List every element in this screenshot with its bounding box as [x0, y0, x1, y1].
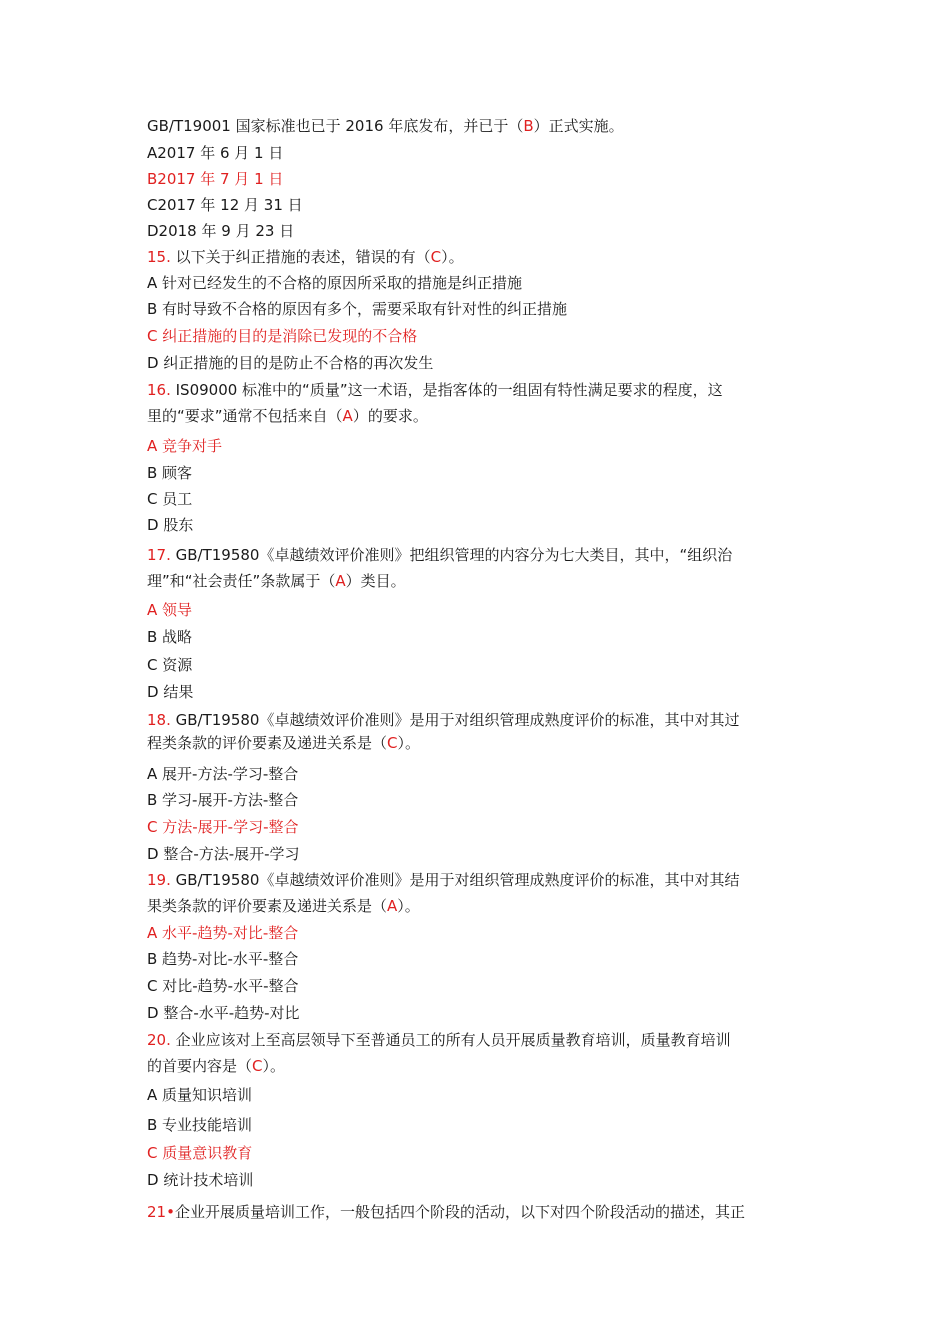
- option-correct: A 领导: [147, 601, 193, 619]
- option: D 结果: [147, 683, 194, 701]
- option: B 顾客: [147, 464, 193, 482]
- question-19: 19. GB/T19580《卓越绩效评价准则》是用于对组织管理成熟度评价的标准，其中对其结: [147, 871, 740, 889]
- question-18-line-2: 程类条款的评价要素及递进关系是（C）。: [147, 734, 421, 752]
- question-16: 16. IS09000 标准中的“质量”这一术语，是指客体的一组固有特性满足要求的程度，这: [147, 381, 723, 399]
- option: D 股东: [147, 516, 194, 534]
- answer-letter: B: [523, 117, 534, 135]
- option: A 针对已经发生的不合格的原因所采取的措施是纠正措施: [147, 274, 523, 292]
- question-20: 20. 企业应该对上至高层领导下至普通员工的所有人员开展质量教育培训，质量教育培训: [147, 1031, 731, 1049]
- question-17-line-2: 理”和“社会责任”条款属于（A）类目。: [147, 572, 406, 590]
- option: D 整合-水平-趋势-对比: [147, 1004, 300, 1022]
- question-21: 21•企业开展质量培训工作，一般包括四个阶段的活动，以下对四个阶段活动的描述，其正: [147, 1203, 745, 1221]
- question-number: 15.: [147, 248, 171, 266]
- option: C 员工: [147, 490, 193, 508]
- option-correct: B2017 年 7 月 1 日: [147, 170, 284, 188]
- answer-letter: C: [387, 734, 398, 752]
- option: B 趋势-对比-水平-整合: [147, 950, 299, 968]
- question-19-line-2: 果类条款的评价要素及递进关系是（A）。: [147, 897, 420, 915]
- answer-letter: A: [335, 572, 346, 590]
- question-20-line-2: 的首要内容是（C）。: [147, 1057, 286, 1075]
- question-17: 17. GB/T19580《卓越绩效评价准则》把组织管理的内容分为七大类目，其中，“组织治: [147, 546, 733, 564]
- option-correct: C 质量意识教育: [147, 1144, 253, 1162]
- question-intro: GB/T19001 国家标准也已于 2016 年底发布，并已于（B）正式实施。: [147, 117, 624, 135]
- option: A2017 年 6 月 1 日: [147, 144, 284, 162]
- option: D2018 年 9 月 23 日: [147, 222, 295, 240]
- question-15: 15. 以下关于纠正措施的表述，错误的有（C）。: [147, 248, 464, 266]
- answer-letter: C: [252, 1057, 263, 1075]
- question-16-line-2: 里的“要求”通常不包括来自（A）的要求。: [147, 407, 428, 425]
- question-number: 21•: [147, 1203, 175, 1221]
- option: B 专业技能培训: [147, 1116, 253, 1134]
- option-correct: A 水平-趋势-对比-整合: [147, 924, 299, 942]
- answer-letter: C: [430, 248, 442, 266]
- option-correct: C 纠正措施的目的是消除已发现的不合格: [147, 327, 418, 345]
- option: D 整合-方法-展开-学习: [147, 845, 300, 863]
- question-18: 18. GB/T19580《卓越绩效评价准则》是用于对组织管理成熟度评价的标准，其中对其过: [147, 711, 740, 729]
- option: C2017 年 12 月 31 日: [147, 196, 303, 214]
- question-number: 16.: [147, 381, 171, 399]
- question-number: 20.: [147, 1031, 171, 1049]
- option: B 战略: [147, 628, 193, 646]
- option: A 质量知识培训: [147, 1086, 253, 1104]
- option-correct: A 竞争对手: [147, 437, 223, 455]
- option: D 纠正措施的目的是防止不合格的再次发生: [147, 354, 434, 372]
- option: A 展开-方法-学习-整合: [147, 765, 299, 783]
- option: C 资源: [147, 656, 193, 674]
- question-number: 18.: [147, 711, 171, 729]
- question-number: 17.: [147, 546, 171, 564]
- answer-letter: A: [387, 897, 398, 915]
- question-number: 19.: [147, 871, 171, 889]
- option-correct: C 方法-展开-学习-整合: [147, 818, 299, 836]
- option: B 有时导致不合格的原因有多个，需要采取有针对性的纠正措施: [147, 300, 568, 318]
- option: C 对比-趋势-水平-整合: [147, 977, 299, 995]
- answer-letter: A: [342, 407, 353, 425]
- option: B 学习-展开-方法-整合: [147, 791, 299, 809]
- option: D 统计技术培训: [147, 1171, 254, 1189]
